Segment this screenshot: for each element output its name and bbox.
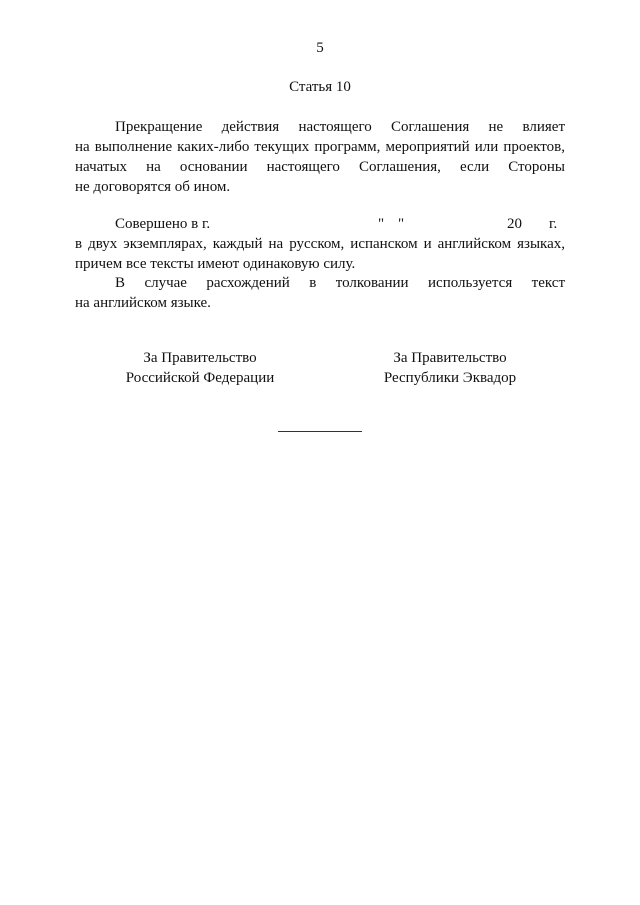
signature-party: Республики Эквадор: [383, 370, 517, 386]
signing-place-date-line: [75, 214, 565, 234]
year-suffix: г.: [549, 216, 558, 232]
signature-line: За Правительство: [393, 350, 507, 366]
page-number: 5: [316, 40, 324, 56]
signature-line: За Правительство: [143, 350, 257, 366]
paragraph-line: на выполнение каких-либо текущих программ, мероприятий или проектов,: [75, 139, 565, 155]
paragraph-line: Прекращение действия настоящего Соглашения не влияет: [115, 119, 565, 135]
done-in-text: Совершено в г.: [115, 216, 211, 232]
signature-party: Российской Федерации: [125, 370, 275, 386]
signature-block-ecuador: [320, 348, 580, 388]
paragraph-line: начатых на основании настоящего Соглашения, если Стороны: [75, 159, 565, 175]
divergence-paragraph: [75, 273, 565, 313]
date-quote-open: ": [378, 216, 385, 232]
paragraph-line: на английском языке.: [75, 295, 211, 311]
article-paragraph: [75, 117, 565, 197]
year-prefix: 20: [507, 216, 522, 232]
copies-paragraph: [75, 234, 565, 274]
end-of-document-rule: [278, 431, 362, 432]
paragraph-line: В случае расхождений в толковании используется текст: [115, 275, 565, 291]
article-title: Статья 10: [289, 79, 351, 95]
signature-block-russia: [70, 348, 330, 388]
date-quote-close: ": [398, 216, 405, 232]
paragraph-line: не договорятся об ином.: [75, 179, 231, 195]
paragraph-line: в двух экземплярах, каждый на русском, испанском и английском языках,: [75, 236, 565, 252]
paragraph-line: причем все тексты имеют одинаковую силу.: [75, 256, 356, 272]
